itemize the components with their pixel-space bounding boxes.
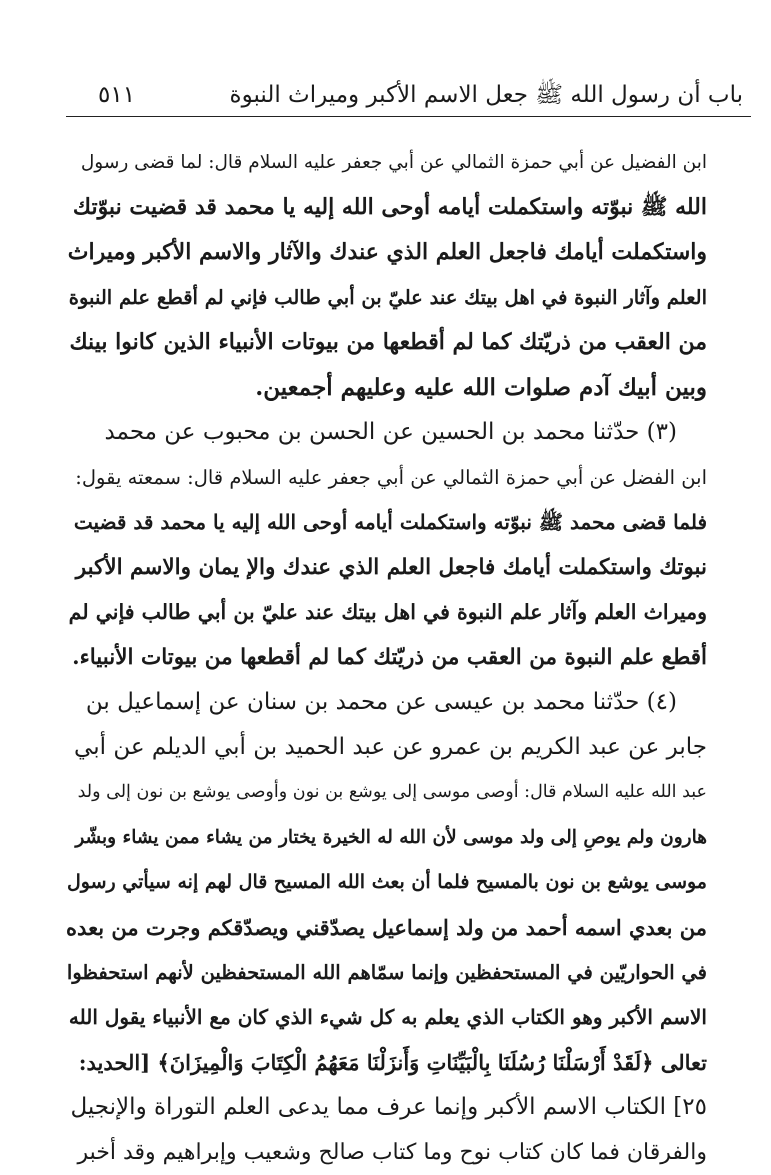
text-line: تعالى ﴿لَقَدْ أَرْسَلْنَا رُسُلَنَا بِالْبَيِّنَاتِ وَأَنزَلْنَا مَعَهُمُ الْكِتَابَ وَالْمِيزَانَ﴾ [الحديد: xyxy=(78,1050,707,1075)
text-line: ابن الفضيل عن أبي حمزة الثمالي عن أبي جعفر عليه السلام قال: لما قضى رسول xyxy=(80,152,707,173)
text-line: والفرقان فما كان كتاب نوح وما كتاب صالح وشعيب وإبراهيم وقد أخبر xyxy=(77,1140,707,1165)
text-line: من العقب من ذريّتك كما لم أقطعها من بيوتات الأنبياء الذين كانوا بينك xyxy=(69,329,707,355)
text-line: أقطع علم النبوة من العقب من ذريّتك كما لم أقطعها من بيوتات الأنبياء. xyxy=(72,645,707,670)
text-line: (٤) حدّثنا محمد بن عيسى عن محمد بن سنان عن إسماعيل بن xyxy=(85,689,677,715)
text-line: موسى يوشع بن نون بالمسيح فلما أن بعث الله المسيح قال لهم إنه سيأتي رسول xyxy=(66,871,707,893)
text-line: وبين أبيك آدم صلوات الله عليه وعليهم أجمعين. xyxy=(255,374,707,401)
header-divider xyxy=(66,116,751,117)
text-line: من بعدي اسمه أحمد من ولد إسماعيل يصدّقني ويصدّقكم وجرت من بعده xyxy=(66,915,707,940)
text-line: هارون ولم يوصِ إلى ولد موسى لأن الله له الخيرة يختار من يشاء ممن يشاء وبشّر xyxy=(75,827,707,848)
body-text xyxy=(66,140,707,1175)
text-line: عبد الله عليه السلام قال: أوصى موسى إلى يوشع بن نون وأوصى يوشع بن نون إلى ولد xyxy=(77,782,707,802)
text-line: جابر عن عبد الكريم بن عمرو عن عبد الحميد بن أبي الديلم عن أبي xyxy=(74,734,707,760)
text-line: العلم وآثار النبوة في اهل بيتك عند عليّ بن أبي طالب فإني لم أقطع علم النبوة xyxy=(68,286,707,309)
text-line: ابن الفضل عن أبي حمزة الثمالي عن أبي جعفر عليه السلام قال: سمعته يقول: xyxy=(75,466,707,489)
text-line: ٢٥] الكتاب الاسم الأكبر وإنما عرف مما يدعى العلم التوراة والإنجيل xyxy=(70,1094,707,1120)
text-line: في الحواريّين في المستحفظين وإنما سمّاهم الله المستحفظين لأنهم استحفظوا xyxy=(66,961,707,984)
text-line: الاسم الأكبر وهو الكتاب الذي يعلم به كل شيء الذي كان مع الأنبياء يقول الله xyxy=(68,1005,707,1029)
text-line: الله ﷺ نبوّته واستكملت أيامه أوحى الله إليه يا محمد قد قضيت نبوّتك xyxy=(72,194,707,220)
text-line: واستكملت أيامك فاجعل العلم الذي عندك والآثار والاسم الأكبر وميراث xyxy=(67,239,707,265)
text-line: وميراث العلم وآثار علم النبوة في اهل بيتك عند عليّ بن أبي طالب فإني لم xyxy=(68,600,707,624)
text-line: فلما قضى محمد ﷺ نبوّته واستكملت أيامه أوحى الله إليه يا محمد قد قضيت xyxy=(73,510,707,534)
page-number: ٥١١ xyxy=(98,82,136,108)
text-line: (٣) حدّثنا محمد بن الحسين عن الحسن بن محبوب عن محمد xyxy=(104,419,677,445)
running-header-title: باب أن رسول الله ﷺ جعل الاسم الأكبر وميراث النبوة xyxy=(229,82,743,108)
text-line: نبوتك واستكملت أيامك فاجعل العلم الذي عندك والإ يمان والاسم الأكبر xyxy=(75,555,707,580)
